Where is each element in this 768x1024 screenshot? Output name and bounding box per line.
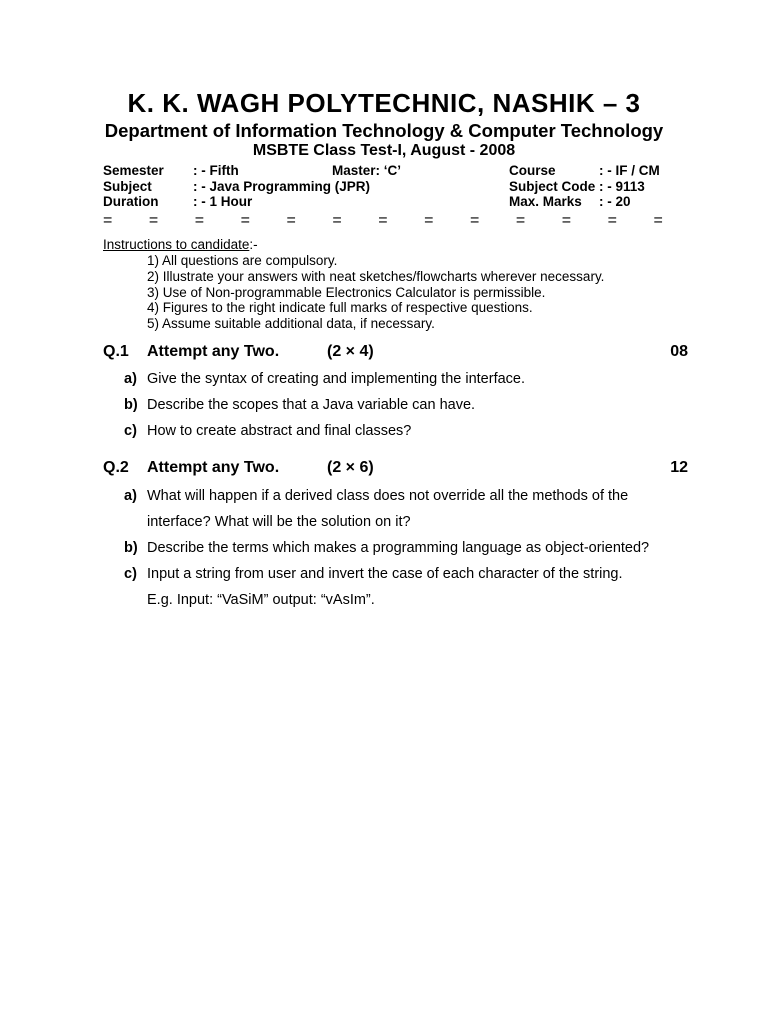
duration-label: Duration — [103, 194, 159, 209]
separator-mark: = — [470, 212, 480, 229]
separator-mark: = — [607, 212, 617, 229]
q2-title: Attempt any Two. — [147, 459, 280, 476]
q1-title: Attempt any Two. — [147, 343, 280, 360]
q1-sub-c-label: c) — [124, 423, 137, 439]
q2-sub-a-text: What will happen if a derived class does not override all the methods of the interface? What will be the solution on it? — [147, 488, 629, 530]
q2-number: Q.2 — [103, 459, 129, 476]
master-label: Master: ‘C’ — [332, 163, 402, 178]
separator-mark: = — [653, 212, 663, 229]
subject-code-value: : - 9113 — [599, 179, 645, 194]
separator-mark: = — [378, 212, 388, 229]
q1-sub-b-label: b) — [124, 397, 138, 413]
max-marks-label: Max. Marks — [509, 194, 582, 209]
separator-mark: = — [240, 212, 250, 229]
max-marks-value: : - 20 — [599, 194, 631, 209]
q2-sub-b-text: Describe the terms which makes a programming language as object-oriented? — [147, 540, 650, 556]
separator-row — [103, 212, 663, 230]
q2-sub-a-label: a) — [124, 488, 137, 504]
semester-label: Semester — [103, 163, 164, 178]
course-label: Course — [509, 163, 556, 178]
subject-value: : - Java Programming (JPR) — [193, 179, 371, 194]
q2-marks: 12 — [670, 459, 688, 476]
q2-split: (2 × 6) — [327, 459, 374, 476]
q2-sub-c-text: Input a string from user and invert the case of each character of the string. — [147, 566, 623, 582]
q2-example: E.g. Input: “VaSiM” output: “vAsIm”. — [147, 592, 375, 608]
separator-mark: = — [103, 212, 113, 229]
instruction-item: 1) All questions are compulsory. — [147, 253, 338, 268]
separator-mark: = — [332, 212, 342, 229]
q1-sub-a-label: a) — [124, 371, 137, 387]
separator-mark: = — [194, 212, 205, 229]
institute-title: K. K. WAGH POLYTECHNIC, NASHIK – 3 — [127, 88, 641, 118]
subject-label: Subject — [103, 179, 152, 194]
instructions-heading — [103, 237, 258, 252]
q1-sub-b-text: Describe the scopes that a Java variable can have. — [147, 397, 476, 413]
separator-mark: = — [515, 212, 526, 229]
separator-mark: = — [561, 212, 572, 229]
instructions-list — [147, 253, 604, 332]
separator-mark: = — [424, 212, 434, 229]
q1-split: (2 × 4) — [327, 343, 374, 360]
test-title: MSBTE Class Test-I, August - 2008 — [252, 142, 516, 159]
instruction-item: 4) Figures to the right indicate full marks of respective questions. — [147, 300, 533, 316]
q2-sub-c-label: c) — [124, 566, 137, 582]
q1-sub-a-text: Give the syntax of creating and implementing the interface. — [147, 371, 526, 387]
q2-sub-b-label: b) — [124, 540, 138, 556]
course-value: : - IF / CM — [599, 163, 660, 178]
q1-sub-c-text: How to create abstract and final classes? — [147, 423, 412, 439]
duration-value: : - 1 Hour — [193, 194, 253, 209]
q1-marks: 08 — [670, 343, 688, 360]
q1-number: Q.1 — [103, 343, 129, 360]
instructions-heading-text: Instructions to candidate — [103, 237, 250, 252]
separator-mark: = — [148, 212, 159, 229]
semester-value: : - Fifth — [193, 163, 239, 178]
instructions-heading-suffix: :- — [249, 237, 258, 252]
separator-mark: = — [286, 212, 296, 229]
instruction-item: 5) Assume suitable additional data, if necessary. — [147, 316, 435, 332]
instruction-item: 2) Illustrate your answers with neat sketches/flowcharts wherever necessary. — [147, 268, 605, 284]
instruction-item: 3) Use of Non-programmable Electronics Calculator is permissible. — [147, 284, 546, 300]
department-title: Department of Information Technology & Computer Technology — [104, 120, 664, 141]
subject-code-label: Subject Code — [509, 179, 596, 194]
